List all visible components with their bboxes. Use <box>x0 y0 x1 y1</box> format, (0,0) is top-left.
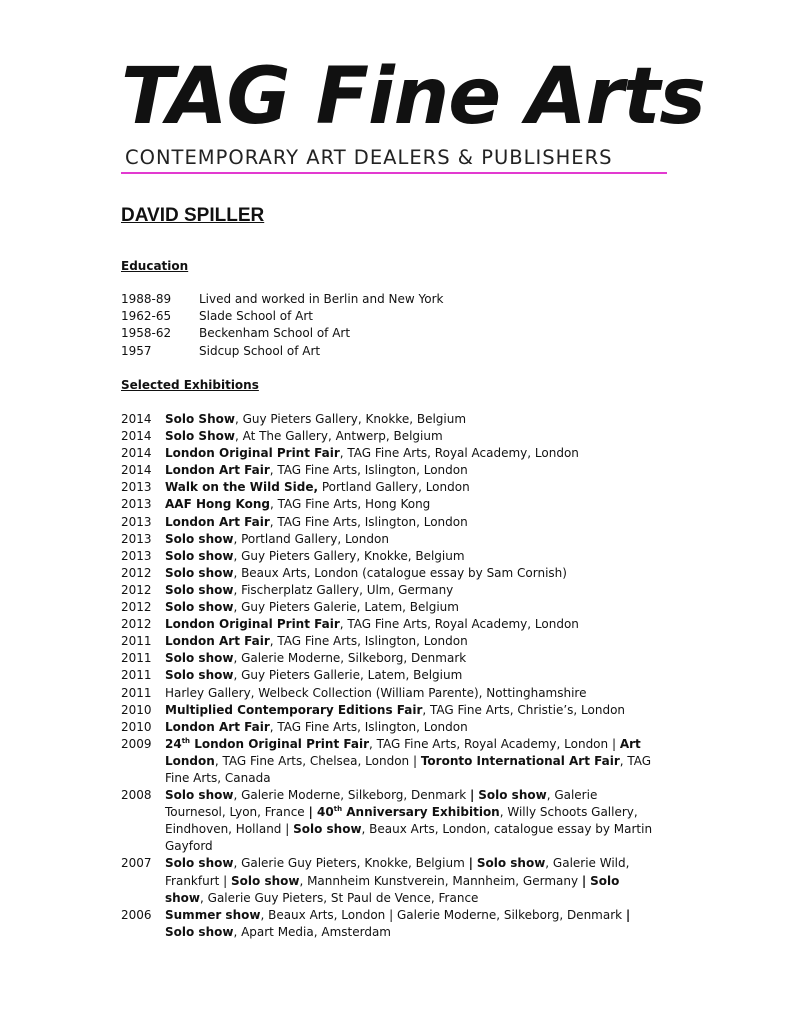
exhibition-item <box>121 599 661 616</box>
education-year: 1958-62 <box>121 326 172 341</box>
exhibition-detail: , TAG Fine Arts, Islington, London <box>269 463 468 478</box>
exhibition-title: London Original Print Fair <box>190 736 369 751</box>
exhibition-title: Solo show <box>478 788 547 803</box>
exhibition-title: Solo show <box>165 668 234 683</box>
exhibition-text <box>165 548 661 565</box>
exhibition-title: Solo show <box>165 651 234 666</box>
exhibition-year: 2009 <box>121 736 152 751</box>
education-year: 1962-65 <box>121 309 172 324</box>
exhibition-year: 2012 <box>121 600 152 615</box>
exhibition-title: Summer show <box>165 907 261 922</box>
exhibition-text <box>165 565 661 582</box>
logo-underline <box>121 172 667 174</box>
education-item <box>121 325 681 342</box>
exhibition-detail: , Galerie Tournesol, Lyon, France <box>165 788 598 820</box>
exhibition-item <box>121 496 661 513</box>
exhibition-detail: , Apart Media, Amsterdam <box>233 924 391 939</box>
exhibition-text <box>165 462 661 479</box>
education-heading: Education <box>121 259 189 273</box>
exhibition-detail: , Portland Gallery, London <box>233 531 389 546</box>
exhibition-item <box>121 514 661 531</box>
exhibition-detail: , Guy Pieters Galerie, Latem, Belgium <box>233 600 459 615</box>
exhibition-text <box>165 907 661 941</box>
exhibition-title: Walk on the Wild Side, <box>165 480 319 495</box>
exhibition-text <box>165 582 661 599</box>
artist-name: DAVID SPILLER <box>121 205 265 226</box>
education-text: Lived and worked in Berlin and New York <box>199 292 444 306</box>
exhibition-text <box>165 685 661 702</box>
exhibition-text <box>165 479 661 496</box>
exhibitions-list <box>121 411 661 941</box>
exhibition-detail: , Guy Pieters Gallery, Knokke, Belgium <box>233 548 465 563</box>
exhibition-detail: , Mannheim Kunstverein, Mannheim, Germany <box>299 873 582 888</box>
exhibition-year: 2014 <box>121 463 152 478</box>
exhibition-year: 2011 <box>121 685 152 700</box>
exhibition-text <box>165 855 661 906</box>
exhibition-text <box>165 514 661 531</box>
exhibition-title: Solo show <box>165 788 234 803</box>
ordinal-suffix: th <box>181 736 191 745</box>
exhibition-item <box>121 702 661 719</box>
exhibition-item <box>121 565 661 582</box>
exhibition-text <box>165 496 661 513</box>
exhibition-detail: , TAG Fine Arts, Canada <box>165 753 652 785</box>
exhibition-title: Solo show <box>165 600 234 615</box>
exhibitions-heading: Selected Exhibitions <box>121 378 259 392</box>
exhibition-title: Solo show <box>165 873 620 905</box>
exhibition-item <box>121 548 661 565</box>
exhibition-title: London Art Fair <box>165 719 270 734</box>
logo-subtitle: CONTEMPORARY ART DEALERS & PUBLISHERS <box>125 146 613 169</box>
exhibition-detail: , Beaux Arts, London | Galerie Moderne, Silkeborg, Denmark <box>260 907 626 922</box>
ordinal-suffix: th <box>333 805 343 814</box>
exhibition-detail: Harley Gallery, Welbeck Collection (William Parente), Nottinghamshire <box>165 685 587 700</box>
exhibition-detail: , Galerie Wild, Frankfurt | <box>165 856 630 888</box>
exhibition-year: 2013 <box>121 480 152 495</box>
exhibition-detail: , Beaux Arts, London, catalogue essay by Martin Gayford <box>165 822 653 854</box>
exhibition-year: 2011 <box>121 651 152 666</box>
exhibition-year: 2007 <box>121 856 152 871</box>
education-year: 1988-89 <box>121 292 172 306</box>
exhibition-item <box>121 445 661 462</box>
exhibition-title: Solo show <box>231 873 300 888</box>
education-list <box>121 291 681 360</box>
exhibition-text <box>165 428 661 445</box>
exhibition-title: Solo show <box>165 582 234 597</box>
exhibition-title: | <box>468 856 474 871</box>
exhibition-year: 2013 <box>121 497 152 512</box>
exhibition-item <box>121 462 661 479</box>
exhibition-title: AAF Hong Kong <box>165 497 271 512</box>
exhibition-text <box>165 616 661 633</box>
exhibition-item <box>121 787 661 855</box>
exhibition-detail: , Galerie Moderne, Silkeborg, Denmark <box>233 651 467 666</box>
exhibition-detail: , Galerie Moderne, Silkeborg, Denmark <box>233 788 471 803</box>
exhibition-title: London Original Print Fair <box>165 446 340 461</box>
exhibition-text <box>165 411 661 428</box>
exhibition-item <box>121 685 661 702</box>
exhibition-detail: , TAG Fine Arts, Royal Academy, London <box>339 617 579 632</box>
exhibition-year: 2014 <box>121 446 152 461</box>
exhibition-year: 2013 <box>121 531 152 546</box>
exhibition-detail: , TAG Fine Arts, Islington, London <box>269 514 468 529</box>
exhibition-title: Art London <box>165 736 641 768</box>
exhibition-title: London Original Print Fair <box>165 617 340 632</box>
exhibition-title: | <box>470 788 475 803</box>
exhibition-year: 2008 <box>121 788 152 803</box>
exhibition-title: Solo show <box>165 924 234 939</box>
exhibition-item <box>121 616 661 633</box>
education-year: 1957 <box>121 343 152 358</box>
exhibition-year: 2011 <box>121 668 152 683</box>
exhibition-year: 2013 <box>121 514 152 529</box>
exhibition-detail: , TAG Fine Arts, Islington, London <box>269 719 468 734</box>
exhibition-title: London Art Fair <box>165 514 270 529</box>
exhibition-year: 2011 <box>121 634 152 649</box>
exhibition-item <box>121 907 661 941</box>
exhibition-title: 24 <box>165 736 182 751</box>
exhibition-title: Solo show <box>165 565 234 580</box>
exhibition-title: Solo show <box>476 856 546 871</box>
exhibition-year: 2010 <box>121 719 152 734</box>
education-text: Slade School of Art <box>199 309 313 324</box>
exhibition-title: Toronto International Art Fair <box>420 753 620 768</box>
exhibition-detail: , At The Gallery, Antwerp, Belgium <box>234 429 443 444</box>
exhibition-detail: Portland Gallery, London <box>318 480 470 495</box>
exhibition-text <box>165 736 661 787</box>
exhibition-title: Solo Show <box>165 429 235 444</box>
exhibition-text <box>165 531 661 548</box>
exhibition-detail: , Galerie Guy Pieters, St Paul de Vence, France <box>200 890 479 905</box>
exhibition-item <box>121 411 661 428</box>
exhibition-detail: , TAG Fine Arts, Royal Academy, London | <box>369 736 620 751</box>
exhibition-item <box>121 582 661 599</box>
exhibition-year: 2010 <box>121 702 152 717</box>
exhibition-year: 2012 <box>121 617 152 632</box>
exhibition-detail: , TAG Fine Arts, Hong Kong <box>270 497 431 512</box>
education-text: Beckenham School of Art <box>199 326 351 341</box>
exhibition-detail: , Willy Schoots Gallery, Eindhoven, Holland | <box>165 805 638 837</box>
company-logo <box>121 52 705 176</box>
education-text: Sidcup School of Art <box>199 343 321 358</box>
education-item <box>121 308 681 325</box>
exhibition-text <box>165 719 661 736</box>
exhibition-year: 2014 <box>121 412 152 426</box>
exhibition-text <box>165 650 661 667</box>
exhibition-year: 2012 <box>121 582 152 597</box>
exhibition-detail: , Fischerplatz Gallery, Ulm, Germany <box>233 582 454 597</box>
exhibition-title: Solo show <box>165 531 234 546</box>
exhibition-item <box>121 428 661 445</box>
exhibition-title: | <box>625 907 631 922</box>
exhibition-text <box>165 599 661 616</box>
exhibition-title: Solo Show <box>165 412 235 426</box>
education-item <box>121 343 681 360</box>
exhibition-detail: , TAG Fine Arts, Chelsea, London | <box>214 753 421 768</box>
exhibition-detail: , Guy Pieters Gallerie, Latem, Belgium <box>233 668 463 683</box>
exhibition-title: Solo show <box>293 822 362 837</box>
exhibition-title: | <box>581 873 587 888</box>
exhibition-item <box>121 531 661 548</box>
exhibition-text <box>165 445 661 462</box>
exhibition-title: | 40 <box>308 805 334 820</box>
exhibition-title: London Art Fair <box>165 463 270 478</box>
logo-title: TAG Fine Arts <box>121 52 705 142</box>
exhibition-title: Solo show <box>165 548 234 563</box>
exhibition-text <box>165 702 661 719</box>
exhibition-item <box>121 633 661 650</box>
exhibition-title: Multiplied Contemporary Editions Fair <box>165 702 423 717</box>
exhibition-detail: , TAG Fine Arts, Christie’s, London <box>422 702 626 717</box>
exhibition-year: 2012 <box>121 565 152 580</box>
exhibition-year: 2013 <box>121 548 152 563</box>
exhibition-detail: , TAG Fine Arts, Royal Academy, London <box>339 446 579 461</box>
exhibition-item <box>121 736 661 787</box>
exhibition-item <box>121 719 661 736</box>
education-item <box>121 291 681 308</box>
exhibition-detail: , Beaux Arts, London (catalogue essay by Sam Cornish) <box>233 565 567 580</box>
exhibition-year: 2014 <box>121 429 152 444</box>
exhibition-detail: , Galerie Guy Pieters, Knokke, Belgium <box>233 856 469 871</box>
exhibition-title: London Art Fair <box>165 634 270 649</box>
exhibition-item <box>121 667 661 684</box>
exhibition-year: 2006 <box>121 907 152 922</box>
exhibition-text <box>165 787 661 855</box>
exhibition-item <box>121 855 661 906</box>
exhibition-text <box>165 633 661 650</box>
exhibition-item <box>121 479 661 496</box>
exhibition-detail: , Guy Pieters Gallery, Knokke, Belgium <box>234 412 467 426</box>
exhibition-title: Solo show <box>165 856 234 871</box>
exhibition-detail: , TAG Fine Arts, Islington, London <box>269 634 468 649</box>
exhibition-item <box>121 650 661 667</box>
exhibition-text <box>165 667 661 684</box>
exhibition-title: Anniversary Exhibition <box>342 805 500 820</box>
